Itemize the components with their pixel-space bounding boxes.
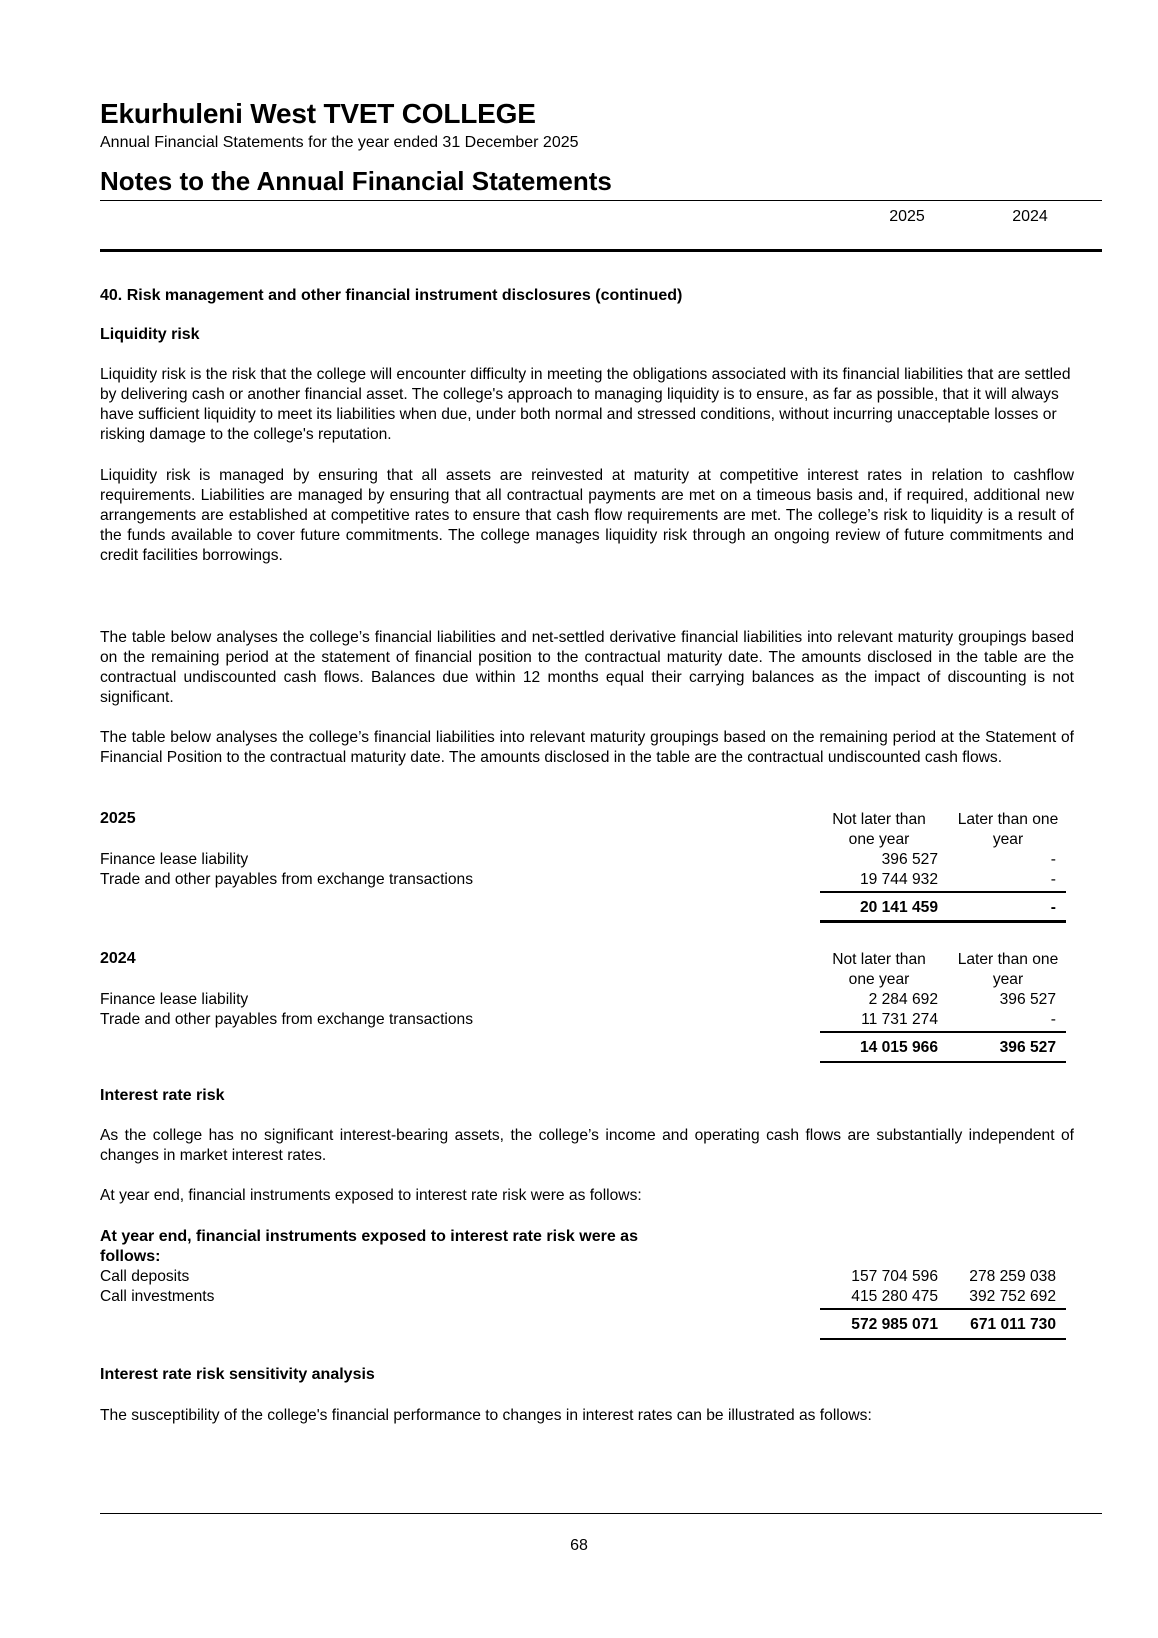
table-year-label: 2025 [100, 810, 136, 827]
row-label-finance-lease: Finance lease liability [100, 991, 249, 1008]
year-header-prior: 2024 [1012, 208, 1048, 225]
header-rule-bottom [100, 249, 1102, 252]
row-label-trade-payables: Trade and other payables from exchange transactions [100, 1011, 474, 1028]
liquidity-paragraph-1: Liquidity risk is the risk that the college will encounter difficulty in meeting the obligations associated with its financial liabilities that are settled by delivering cash or another financial asset. The college's approach to managing liquidity is to ensure, as far as possible, that it will always have sufficient liquidity to meet its liabilities when due, under both normal and stressed conditions, without incurring unacceptable losses or risking damage to the college's reputation. [100, 366, 1071, 443]
interest-paragraph-1: As the college has no significant interest-bearing assets, the college’s income and operating cash flows are substantially independent of changes in market interest rates. [100, 1127, 1074, 1164]
page-number: 68 [570, 1537, 588, 1554]
row-label-finance-lease: Finance lease liability [100, 851, 249, 868]
cell-value: - [1050, 851, 1056, 868]
total-value: 572 985 071 [851, 1316, 938, 1333]
row-label-call-deposits: Call deposits [100, 1268, 190, 1285]
cell-value: 415 280 475 [851, 1288, 938, 1305]
total-value: 20 141 459 [859, 899, 938, 916]
column-header-later-than-one-year: Later than one year [957, 811, 1059, 848]
cell-value: 278 259 038 [969, 1268, 1056, 1285]
liquidity-paragraph-4: The table below analyses the college’s financial liabilities into relevant maturity groupings based on the remaining period at the Statement of Financial Position to the contractual maturity date. The amounts disclosed in the table are the contractual undiscounted cash flows. [100, 729, 1074, 766]
page-title: Notes to the Annual Financial Statements [100, 166, 612, 196]
cell-value: 396 527 [881, 851, 938, 868]
total-value: 14 015 966 [859, 1039, 938, 1056]
cell-value: - [1050, 871, 1056, 888]
cell-value: 19 744 932 [859, 871, 938, 888]
column-header-later-than-one-year: Later than one year [957, 951, 1059, 988]
cell-value: 11 731 274 [861, 1011, 938, 1028]
table-year-label: 2024 [100, 950, 136, 967]
total-rule [820, 1338, 1066, 1340]
total-value: 671 011 730 [970, 1316, 1056, 1333]
cell-value: 392 752 692 [969, 1288, 1056, 1305]
subtotal-rule [820, 1308, 1066, 1310]
college-name: Ekurhuleni West TVET COLLEGE [100, 98, 536, 129]
column-header-not-later-than-one-year: Not later than one year [832, 811, 926, 848]
interest-paragraph-2: At year end, financial instruments exposed to interest rate risk were as follows: [100, 1187, 642, 1204]
sensitivity-analysis-heading: Interest rate risk sensitivity analysis [100, 1366, 375, 1383]
liquidity-paragraph-3: The table below analyses the college’s financial liabilities and net-settled derivative financial liabilities into relevant maturity groupings based on the remaining period at the statement of financial position to the contractual maturity date. The amounts disclosed in the table are the contractual undiscounted cash flows. Balances due within 12 months equal their carrying balances as the impact of discounting is not significant. [100, 629, 1074, 706]
total-rule [820, 920, 1066, 923]
row-label-call-investments: Call investments [100, 1288, 215, 1305]
year-header-current: 2025 [889, 208, 925, 225]
column-header-not-later-than-one-year: Not later than one year [832, 951, 926, 988]
table-heading: At year end, financial instruments exposed to interest rate risk were as follows: [100, 1228, 638, 1265]
section-title: 40. Risk management and other financial instrument disclosures (continued) [100, 287, 683, 304]
liquidity-paragraph-2: Liquidity risk is managed by ensuring that all assets are reinvested at maturity at competitive interest rates in relation to cashflow requirements. Liabilities are managed by ensuring that all contractual payments are met on a timeous basis and, if required, additional new arrangements are established at competitive rates to ensure that cash flow requirements are met. The college’s risk to liquidity is a result of the funds available to cover future commitments. The college manages liquidity risk through an ongoing review of future commitments and credit facilities borrowings. [100, 467, 1074, 564]
interest-rate-risk-heading: Interest rate risk [100, 1087, 225, 1104]
subtotal-rule [820, 1031, 1066, 1033]
liquidity-risk-heading: Liquidity risk [100, 326, 200, 343]
cell-value: 396 527 [999, 991, 1056, 1008]
sensitivity-paragraph: The susceptibility of the college's financial performance to changes in interest rates can be illustrated as follows: [100, 1407, 872, 1424]
subtotal-rule [820, 891, 1066, 893]
row-label-trade-payables: Trade and other payables from exchange transactions [100, 871, 474, 888]
total-value: 396 527 [999, 1039, 1056, 1056]
header-rule-top [100, 200, 1102, 201]
statement-subtitle: Annual Financial Statements for the year ended 31 December 2025 [100, 134, 579, 151]
cell-value: - [1050, 1011, 1056, 1028]
cell-value: 2 284 692 [868, 991, 938, 1008]
total-rule [820, 1061, 1066, 1063]
total-value: - [1050, 899, 1056, 916]
footer-rule [100, 1513, 1102, 1514]
cell-value: 157 704 596 [851, 1268, 938, 1285]
